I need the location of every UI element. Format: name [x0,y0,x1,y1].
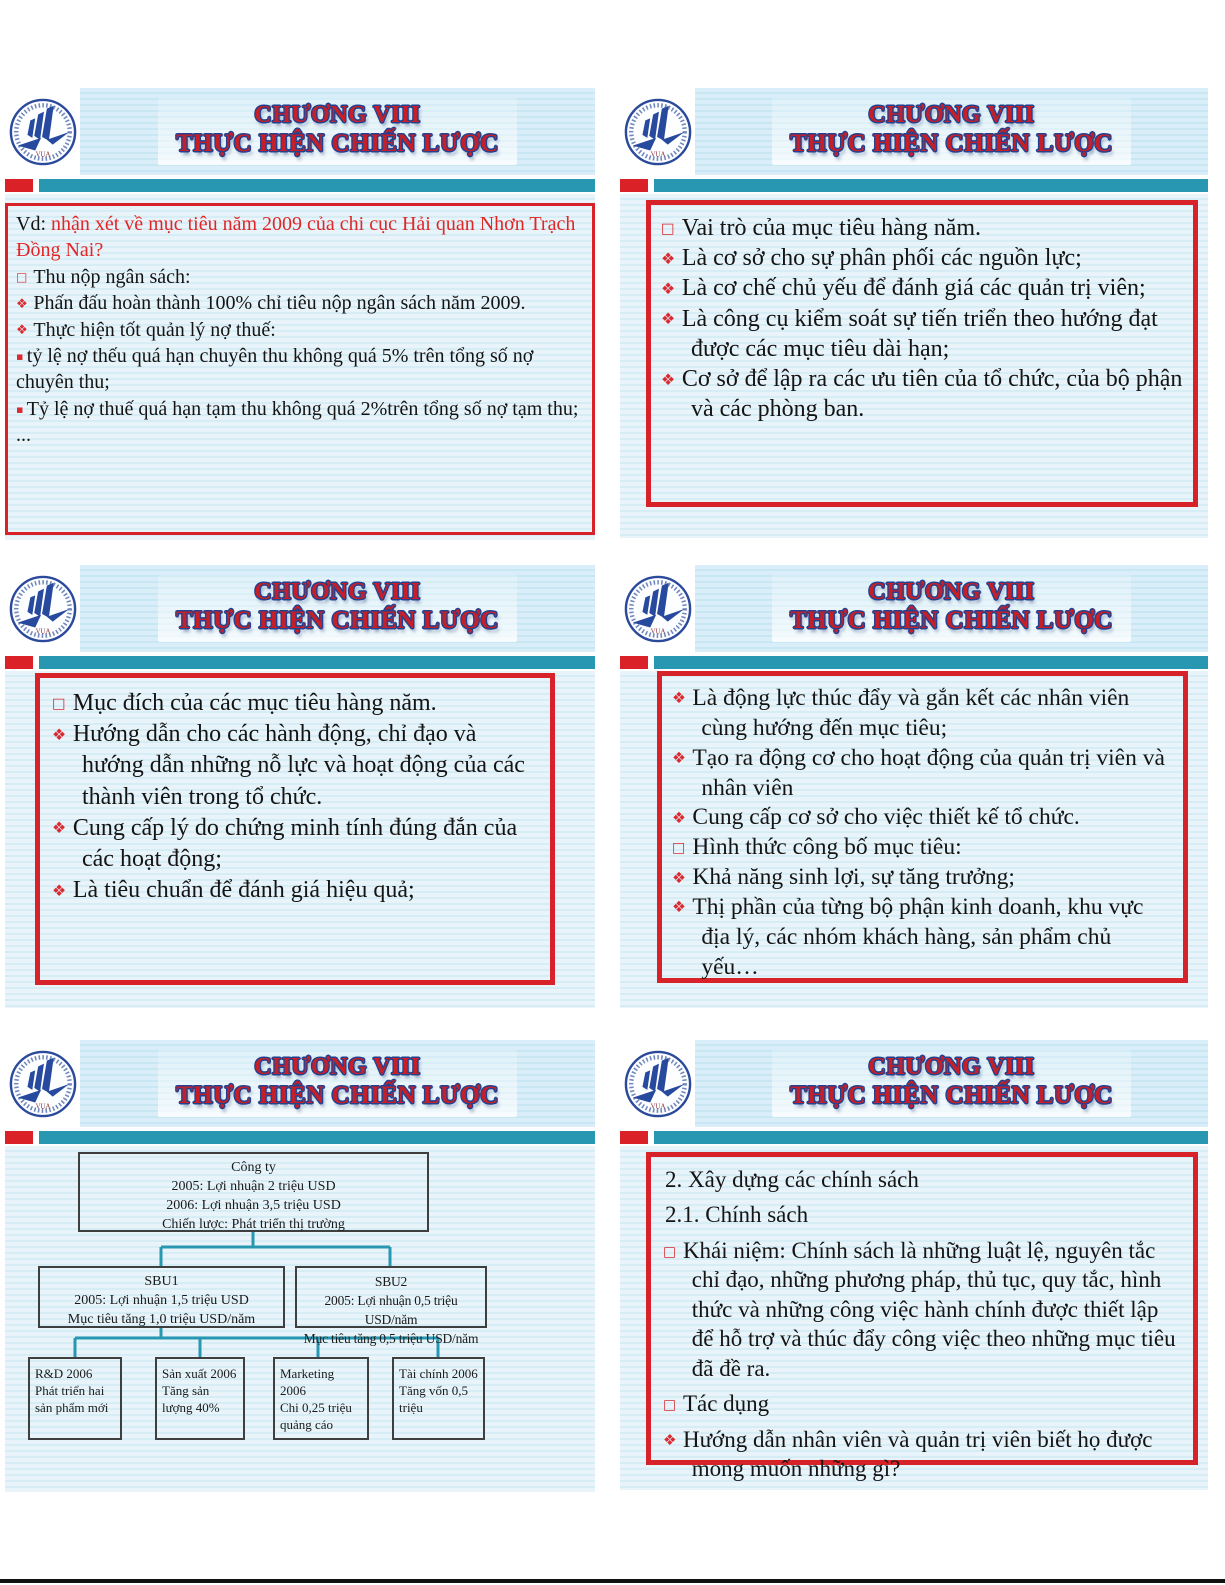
diamond-bullet-icon: ❖ [672,898,686,917]
slide-body [5,194,595,540]
university-emblem-icon [8,95,78,169]
org-node-production: Sản xuất 2006 Tăng sản lượng 40% [155,1357,245,1440]
chapter-title-line2: THỰC HIỆN CHIẾN LƯỢC [176,1082,499,1110]
red-accent-square [620,179,648,192]
slide-5 [5,1040,595,1492]
slide-6 [620,1040,1208,1490]
red-accent-square [5,656,33,669]
red-accent-square [620,656,648,669]
teal-accent-bar [39,1131,595,1144]
slide-body [5,1146,595,1492]
slide-body [620,671,1208,1008]
dash-bullet-icon: ▪ [16,402,24,416]
slide-body [620,1146,1208,1490]
slide-header [80,88,595,175]
org-chart [5,1146,595,1492]
chapter-title-line2: THỰC HIỆN CHIẾN LƯỢC [176,607,499,635]
diamond-bullet-icon: ❖ [672,808,686,827]
chapter-title-line1: CHƯƠNG VIII [868,102,1035,129]
diamond-bullet-icon: ❖ [52,724,67,744]
teal-accent-bar [654,656,1208,669]
header-divider [5,179,595,192]
university-emblem-icon [8,1047,78,1121]
org-node-sbu2: SBU2 2005: Lợi nhuận 0,5 triệu USD/năm Mục tiêu tăng 0,5 triệu USD/năm [295,1266,487,1328]
svg-text:VUA: VUA [650,1103,665,1111]
bullet-item: ❖ Là cơ chế chủ yếu để đánh giá các quản trị viên; [661,275,1146,302]
svg-text:VUA: VUA [35,628,50,636]
org-node-finance: Tài chính 2006 Tăng vốn 0,5 triệu [392,1357,485,1440]
bullet-item: □ Vai trò của mục tiêu hàng năm. [661,215,982,241]
slide-3 [5,565,595,1008]
bullet-item: □ Khái niệm: Chính sách là những luật lệ, nguyên tắc chỉ đạo, những phương pháp, thủ tục, quy tắc, hình thức và những công việc hành chính được thiết lập để hỗ trợ và thúc đẩy công việc theo những mục tiêu đã đề ra. [663,1237,1176,1381]
diamond-bullet-icon: ❖ [16,296,28,312]
section-heading: 2. Xây dựng các chính sách [665,1167,919,1192]
square-bullet-icon: □ [16,270,28,285]
bullet-item: ❖ Là công cụ kiểm soát sự tiến triển theo hướng đạt được các mục tiêu dài hạn; [661,305,1158,362]
red-accent-square [620,1131,648,1144]
slide-1 [5,88,595,540]
bullet-item: ❖ Khả năng sinh lợi, sự tăng trưởng; [672,864,1015,891]
svg-text:VUA: VUA [650,151,665,159]
slide-title [158,1050,517,1117]
diamond-bullet-icon: ❖ [672,749,686,768]
bullet-item: ❖ Cơ sở để lập ra các ưu tiên của tổ chức, của bộ phận và các phòng ban. [661,366,1183,423]
header-divider [620,179,1208,192]
header-divider [620,1131,1208,1144]
square-bullet-icon: □ [663,1243,677,1260]
bullet-item: □ Thu nộp ngân sách: [16,265,191,288]
bullet-item: ❖ Hướng dẫn nhân viên và quản trị viên biết họ được mong muốn những gì? [663,1426,1153,1481]
bullet-item: ❖ Tạo ra động cơ cho hoạt động của quản trị viên và nhân viên [672,744,1165,801]
chapter-title-line1: CHƯƠNG VIII [254,579,421,606]
chapter-title-line2: THỰC HIỆN CHIẾN LƯỢC [176,130,499,158]
svg-text:VUA: VUA [35,1103,50,1111]
chapter-title-line1: CHƯƠNG VIII [254,102,421,129]
slide-body [5,671,595,1008]
bullet-item: ❖ Là cơ sở cho sự phân phối các nguồn lực; [661,245,1082,272]
square-bullet-icon: □ [663,1397,677,1414]
org-node-sbu1: SBU1 2005: Lợi nhuận 1,5 triệu USD Mục tiêu tăng 1,0 triệu USD/năm [38,1266,285,1328]
university-logo [5,569,80,649]
bullet-item: □ Tác dụng [663,1391,770,1417]
bullet-item: □ Hình thức công bố mục tiêu: [672,834,962,861]
diamond-bullet-icon: ❖ [663,1430,677,1449]
square-bullet-icon: □ [672,840,686,857]
header-divider [620,656,1208,669]
chapter-title-line1: CHƯƠNG VIII [254,1054,421,1081]
diamond-bullet-icon: ❖ [672,689,686,708]
bullet-item: ❖ Là động lực thúc đẩy và gắn kết các nhân viên cùng hướng đến mục tiêu; [672,685,1130,741]
bullet-item: □ Mục đích của các mục tiêu hàng năm. [52,690,437,716]
slide-title [772,575,1131,642]
square-bullet-icon: □ [661,220,675,237]
slide-4 [620,565,1208,1008]
slide-2 [620,88,1208,538]
org-node-rd: R&D 2006 Phát triển hai sản phẩm mới [28,1357,122,1440]
header-divider [5,1131,595,1144]
university-emblem-icon [623,1047,693,1121]
university-emblem-icon [623,95,693,169]
content-box [657,671,1188,983]
svg-text:VUA: VUA [35,151,50,159]
diamond-bullet-icon: ❖ [661,278,676,298]
org-node-marketing: Marketing 2006 Chi 0,25 triệu quảng cáo [273,1357,369,1440]
content-box [646,1152,1198,1481]
org-node-company: Công ty 2005: Lợi nhuận 2 triệu USD 2006: Lợi nhuận 3,5 triệu USD Chiến lược: Phát triển thị trường [78,1152,429,1232]
content-box [5,203,595,535]
teal-accent-bar [39,656,595,669]
page-bottom-rule [0,1579,1225,1583]
chapter-title-line1: CHƯƠNG VIII [868,1054,1035,1081]
teal-accent-bar [654,179,1208,192]
diamond-bullet-icon: ❖ [661,309,676,329]
square-bullet-icon: □ [52,695,66,712]
diamond-bullet-icon: ❖ [661,369,676,389]
red-accent-square [5,179,33,192]
example-line [16,211,584,264]
dash-bullet-icon: ▪ [16,349,24,363]
university-logo [620,569,695,649]
slide-header [695,1040,1208,1127]
university-emblem-icon [8,572,78,646]
university-emblem-icon [623,572,693,646]
svg-text:VUA: VUA [650,628,665,636]
diamond-bullet-icon: ❖ [52,818,67,838]
slide-header [80,565,595,652]
header-divider [5,656,595,669]
chapter-title-line1: CHƯƠNG VIII [868,579,1035,606]
slide-title [158,98,517,165]
example-question: nhận xét về mục tiêu năm 2009 của chi cục Hải quan Nhơn Trạch Đồng Nai? [16,213,576,262]
chapter-title-line2: THỰC HIỆN CHIẾN LƯỢC [790,607,1113,635]
diamond-bullet-icon: ❖ [672,868,686,887]
bullet-item: ❖ Cung cấp lý do chứng minh tính đúng đắn của các hoạt động; [52,814,518,872]
diamond-bullet-icon: ❖ [16,323,28,339]
diamond-bullet-icon: ❖ [52,880,67,900]
diamond-bullet-icon: ❖ [661,248,676,268]
slide-header [80,1040,595,1127]
bullet-item: ❖ Là tiêu chuẩn để đánh giá hiệu quả; [52,877,415,904]
chapter-title-line2: THỰC HIỆN CHIẾN LƯỢC [790,1082,1113,1110]
university-logo [620,1044,695,1124]
red-accent-square [5,1131,33,1144]
university-logo [5,92,80,172]
teal-accent-bar [654,1131,1208,1144]
teal-accent-bar [39,179,595,192]
chapter-title-line2: THỰC HIỆN CHIẾN LƯỢC [790,130,1113,158]
bullet-item: ❖ Thực hiện tốt quản lý nợ thuế: [16,318,276,341]
bullet-item: ❖ Hướng dẫn cho các hành động, chỉ đạo và hướng dẫn những nỗ lực và hoạt động của các thành viên trong tổ chức. [52,721,525,810]
bullet-item: ❖ Phấn đấu hoàn thành 100% chỉ tiêu nộp ngân sách năm 2009. [16,292,526,315]
bullet-item: ▪ Tỷ lệ nợ thuế quá hạn tạm thu không quá 2%trên tổng số nợ tạm thu; ... [16,397,579,447]
slide-body [620,194,1208,538]
bullet-item: ❖ Thị phần của từng bộ phận kinh doanh, khu vực địa lý, các nhóm khách hàng, sản phẩm chủ yếu… [672,893,1144,980]
slide-title [772,1050,1131,1117]
bullet-item: ▪ tỷ lệ nợ thếu quá hạn chuyên thu không quá 5% trên tổng số nợ chuyên thu; [16,344,534,394]
content-box [646,200,1198,507]
slide-title [158,575,517,642]
subsection-heading: 2.1. Chính sách [665,1202,809,1228]
bullet-item: ❖ Cung cấp cơ sở cho việc thiết kế tổ chức. [672,804,1080,831]
slide-header [695,88,1208,175]
example-prefix: Vd: [16,213,46,235]
slide-title [772,98,1131,165]
content-box [35,673,555,985]
slide-header [695,565,1208,652]
university-logo [5,1044,80,1124]
university-logo [620,92,695,172]
